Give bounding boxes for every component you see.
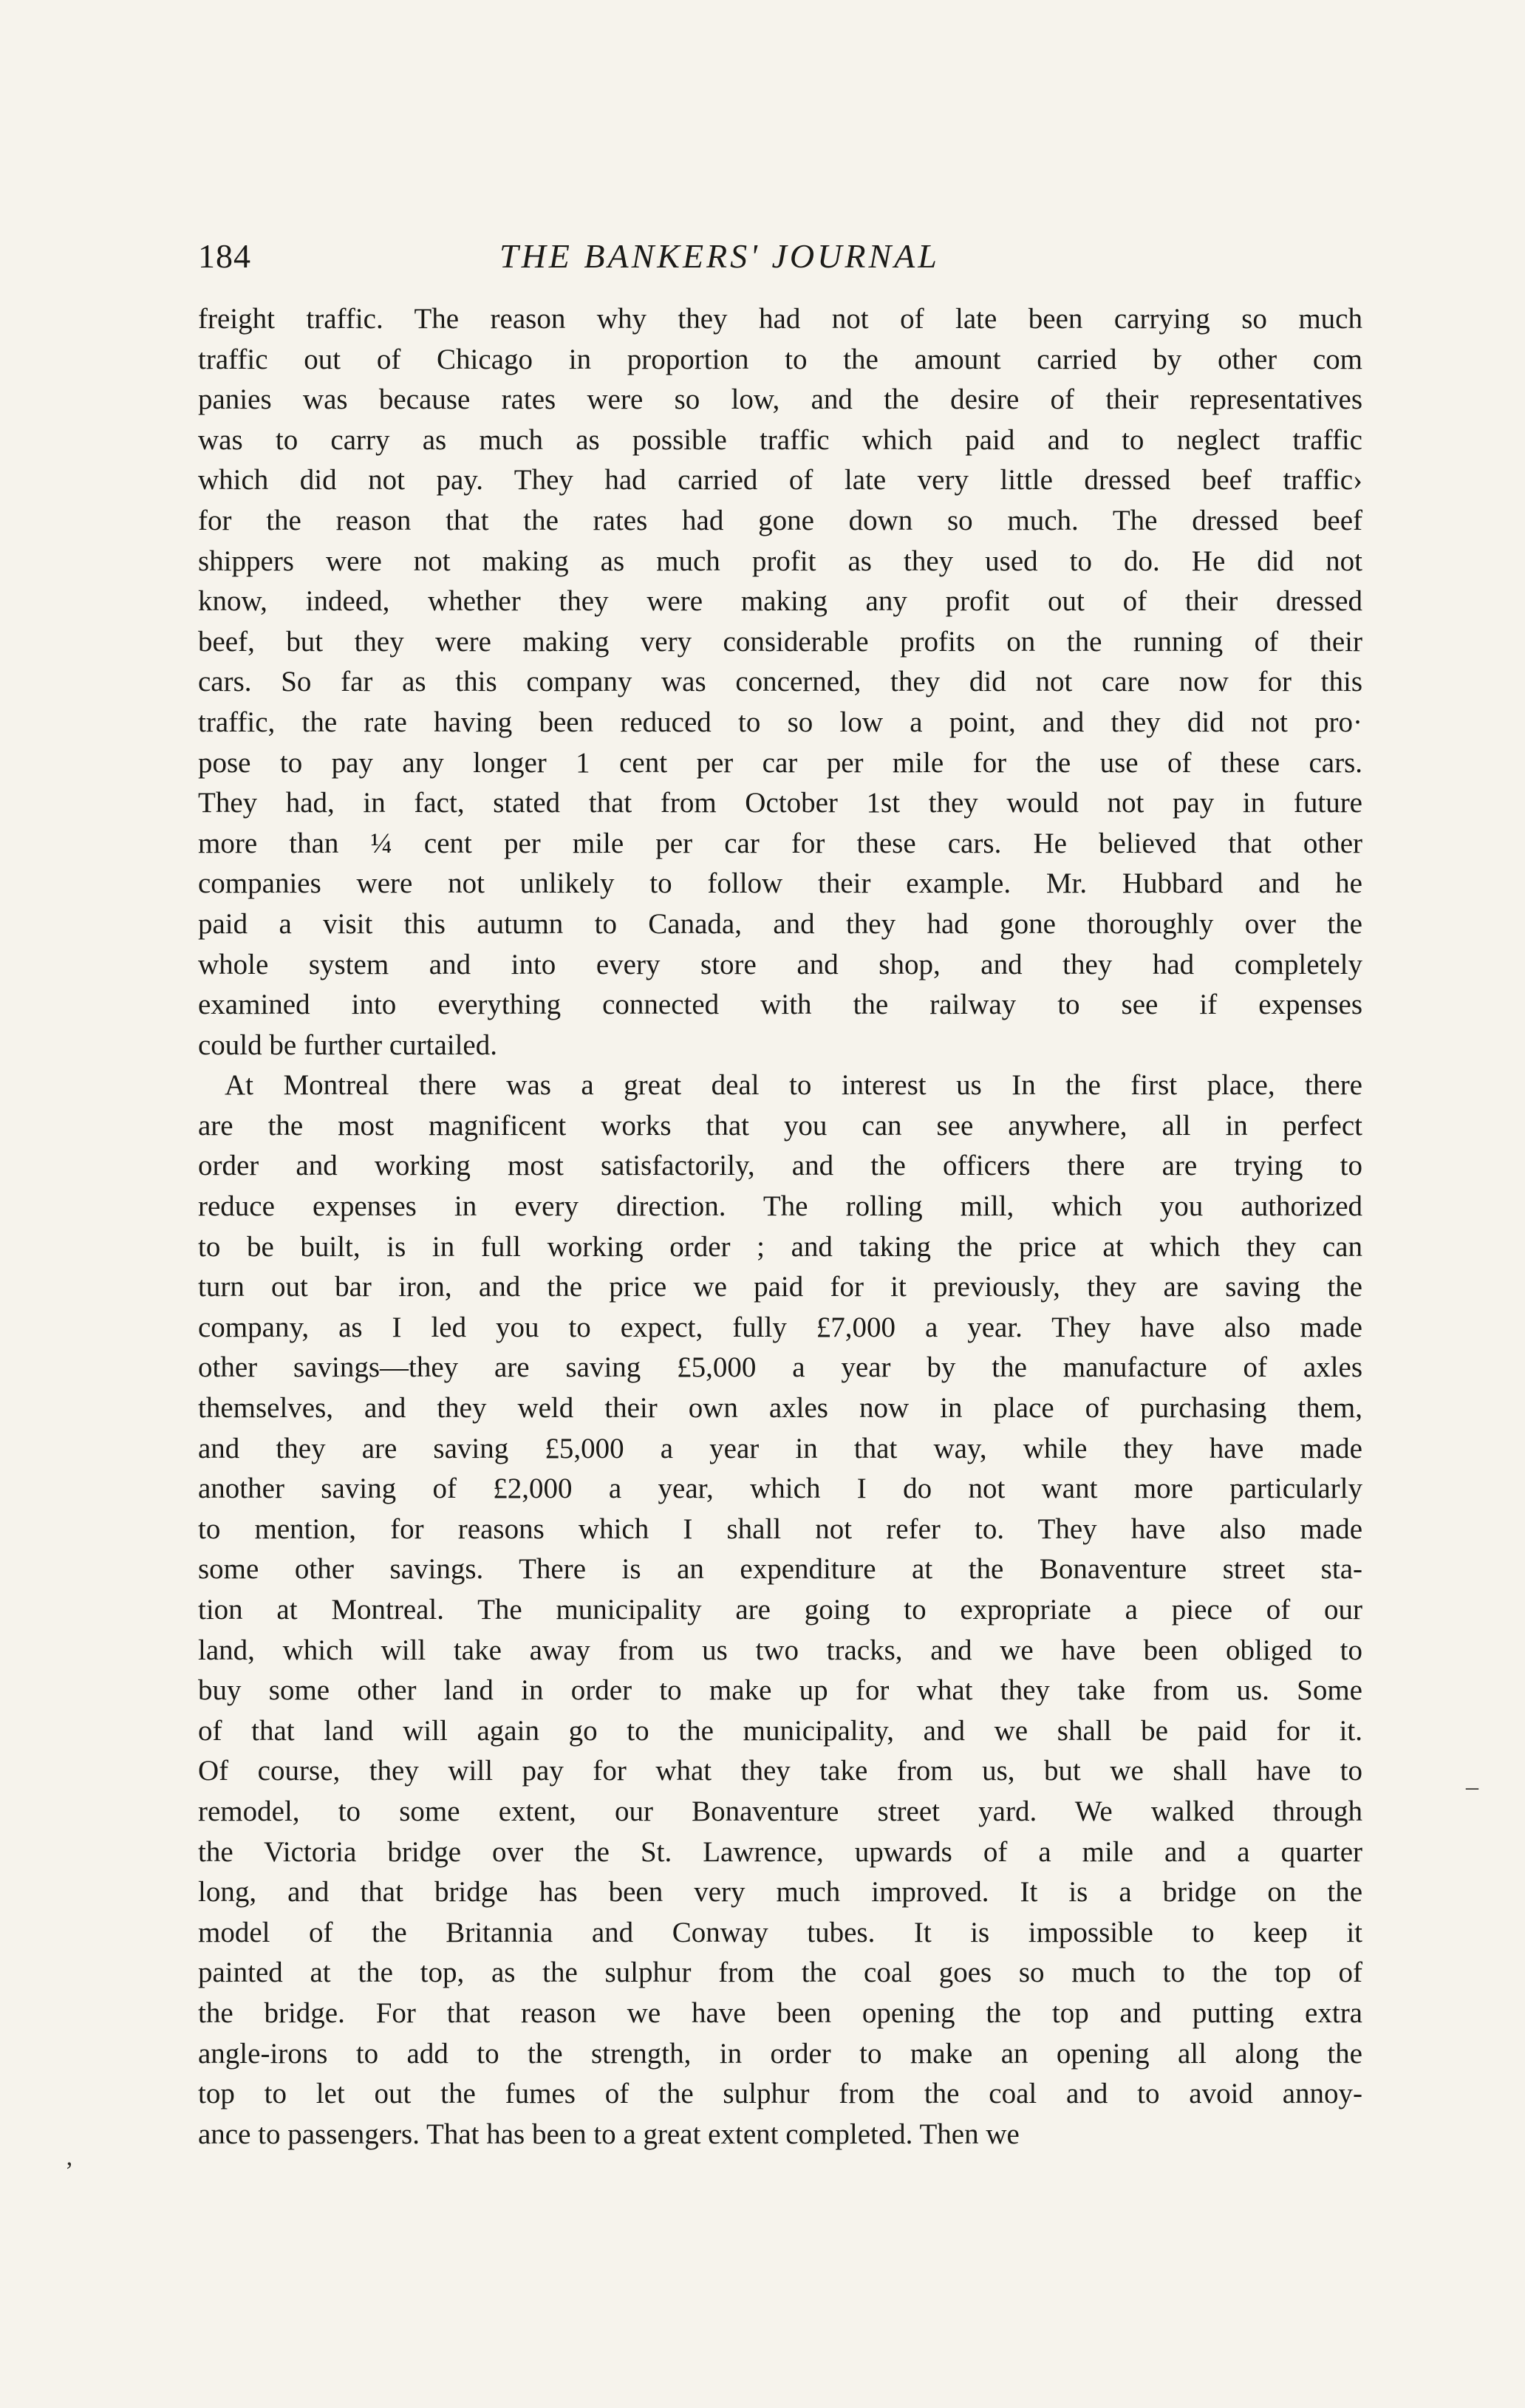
text-line: beef, but they were making very considerable profits on the running of their — [198, 625, 1362, 658]
margin-tick-mark: ʼ — [65, 2158, 74, 2185]
text-line: reduce expenses in every direction. The rolling mill, which you authorized — [198, 1190, 1362, 1223]
text-line: traffic, the rate having been reduced to so low a point, and they did not pro· — [198, 706, 1362, 738]
text-line: another saving of £2,000 a year, which I do not want more particularly — [198, 1473, 1362, 1505]
text-line: buy some other land in order to make up for what they take from us. Some — [198, 1674, 1362, 1707]
text-line: freight traffic. The reason why they had not of late been carrying so much — [198, 303, 1362, 335]
text-line: land, which will take away from us two tracks, and we have been obliged to — [198, 1634, 1362, 1666]
text-line: and they are saving £5,000 a year in that way, while they have made — [198, 1432, 1362, 1464]
text-line: cars. So far as this company was concerned, they did not care now for this — [198, 666, 1362, 698]
text-line: They had, in fact, stated that from October 1st they would not pay in future — [198, 787, 1362, 819]
text-line: themselves, and they weld their own axles now in place of purchasing them, — [198, 1392, 1362, 1425]
text-line: traffic out of Chicago in proportion to the amount carried by other com — [198, 343, 1362, 375]
text-line: for the reason that the rates had gone down so much. The dressed beef — [198, 504, 1362, 536]
text-line: top to let out the fumes of the sulphur from the coal and to avoid annoy- — [198, 2078, 1362, 2110]
text-line: the Victoria bridge over the St. Lawrence, upwards of a mile and a quarter — [198, 1835, 1362, 1868]
text-line: long, and that bridge has been very much improved. It is a bridge on the — [198, 1876, 1362, 1909]
paragraph-p2 — [198, 1065, 1362, 2155]
body-text — [198, 299, 1362, 2155]
text-line: tion at Montreal. The municipality are going to expropriate a piece of our — [198, 1594, 1362, 1626]
text-line: panies was because rates were so low, and the desire of their representatives — [198, 383, 1362, 416]
text-line: which did not pay. They had carried of late very little dressed beef traffic› — [198, 464, 1362, 497]
text-line: are the most magnificent works that you can see anywhere, all in perfect — [198, 1109, 1362, 1142]
text-line: angle-irons to add to the strength, in order to make an opening all along the — [198, 2037, 1362, 2070]
text-line: turn out bar iron, and the price we paid for it previously, they are saving the — [198, 1271, 1362, 1303]
text-line: know, indeed, whether they were making any profit out of their dressed — [198, 585, 1362, 618]
text-line: company, as I led you to expect, fully £7,000 a year. They have also made — [198, 1311, 1362, 1343]
text-line: was to carry as much as possible traffic which paid and to neglect traffic — [198, 423, 1362, 456]
text-line: more than ¼ cent per mile per car for these cars. He believed that other — [198, 827, 1362, 859]
text-line: painted at the top, as the sulphur from the coal goes so much to the top of — [198, 1957, 1362, 1989]
text-line: could be further curtailed. — [198, 1029, 497, 1061]
text-line: of that land will again go to the municipality, and we shall be paid for it. — [198, 1714, 1362, 1747]
text-line: to be built, is in full working order ; and taking the price at which they can — [198, 1230, 1362, 1263]
text-line: pose to pay any longer 1 cent per car per mile for the use of these cars. — [198, 746, 1362, 779]
paragraph-p1 — [198, 299, 1362, 1065]
text-line: order and working most satisfactorily, and the officers there are trying to — [198, 1150, 1362, 1182]
margin-dash-mark: – — [1466, 1773, 1478, 1801]
text-line: shippers were not making as much profit as they used to do. He did not — [198, 545, 1362, 577]
text-line: some other savings. There is an expenditure at the Bonaventure street sta- — [198, 1553, 1362, 1586]
text-line: At Montreal there was a great deal to interest us In the first place, there — [225, 1069, 1362, 1102]
text-line: Of course, they will pay for what they take from us, but we shall have to — [198, 1755, 1362, 1787]
text-line: examined into everything connected with the railway to see if expenses — [198, 989, 1362, 1021]
running-title: THE BANKERS' JOURNAL — [499, 237, 940, 275]
text-line: model of the Britannia and Conway tubes. It is impossible to keep it — [198, 1916, 1362, 1948]
page-header — [198, 236, 1362, 296]
page-number: 184 — [198, 237, 251, 275]
text-line: the bridge. For that reason we have been opening the top and putting extra — [198, 1996, 1362, 2029]
text-line: other savings—they are saving £5,000 a year by the manufacture of axles — [198, 1351, 1362, 1384]
text-line: ance to passengers. That has been to a great extent completed. Then we — [198, 2118, 1020, 2150]
text-line: remodel, to some extent, our Bonaventure street yard. We walked through — [198, 1795, 1362, 1827]
text-line: to mention, for reasons which I shall not refer to. They have also made — [198, 1512, 1362, 1545]
text-line: companies were not unlikely to follow their example. Mr. Hubbard and he — [198, 867, 1362, 900]
text-line: whole system and into every store and shop, and they had completely — [198, 948, 1362, 980]
text-line: paid a visit this autumn to Canada, and they had gone thoroughly over the — [198, 907, 1362, 940]
